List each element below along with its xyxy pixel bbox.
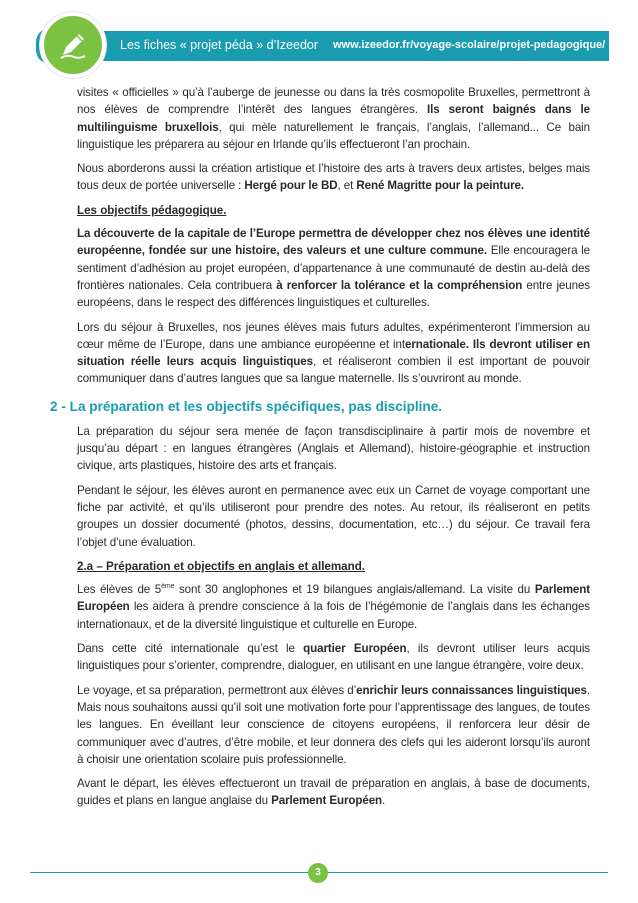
objectives-heading: Les objectifs pédagogique. bbox=[77, 203, 227, 217]
paragraph-3: La découverte de la capitale de l’Europe permettra de développer chez nos élèves une identité européenne, fondée sur une histoire, des valeurs et une culture commune. Elle encouragera le sentiment d’adhésion au projet européen, d’appartenance à une communauté de destin au-delà des frontières nationales. Cela contribuera à renforcer la tolérance et la compréhension entre jeunes européens, dans le respect des différences linguistiques et culturelles. bbox=[77, 227, 591, 310]
paragraph-8: Dans cette cité internationale qu’est le quartier Européen, ils devront utiliser leurs acquis linguistiques pour s’orienter, comprendre, dialoguer, en utilisant en une langue étrangère, voire deux. bbox=[77, 642, 591, 673]
document-body bbox=[50, 84, 591, 817]
page-header bbox=[0, 0, 638, 80]
paragraph-10: Avant le départ, les élèves effectueront un travail de préparation en anglais, à base de documents, guides et plans en langue anglaise du Parlement Européen. bbox=[77, 777, 590, 808]
header-logo bbox=[40, 12, 106, 78]
paragraph-7: Les élèves de 5ème sont 30 anglophones et 19 bilangues anglais/allemand. La visite du Parlement Européen les aidera à prendre conscience à la fois de l’hégémonie de l’anglais dans les échanges internationaux, et de la diversité linguistique et culturelle en Europe. bbox=[77, 583, 590, 631]
paragraph-2: Nous aborderons aussi la création artistique et l’histoire des arts à travers deux artistes, belges mais tous deux de portée universelle : Hergé pour le BD, et René Magritte pour la peinture. bbox=[77, 162, 590, 193]
paragraph-9: Le voyage, et sa préparation, permettront aux élèves d’enrichir leurs connaissances linguistiques. Mais nous souhaitons aussi qu’il soit une motivation forte pour l’apprentissage des langues, de toutes les langues. En éveillant leur conscience de citoyens européens, il renforcera leur désir de communiquer avec d’autres, d’être mobile, et leur donnera des clefs qui les aideront lorsqu’ils auront à choisir une orientation scolaire puis professionnelle. bbox=[77, 683, 590, 766]
header-title: Les fiches « projet péda » d’Izeedor bbox=[120, 38, 319, 52]
paragraph-5: La préparation du séjour sera menée de façon transdisciplinaire à partir mois de novembre et jusqu’au départ : en langues étrangères (Anglais et Allemand), histoire-géographie et instruction civique, arts plastiques, histoire des arts et français. bbox=[77, 424, 590, 473]
page-number: 3 bbox=[308, 863, 328, 883]
paragraph-6: Pendant le séjour, les élèves auront en permanence avec eux un Carnet de voyage comportant une fiche par activité, et qu’ils utiliseront pour prendre des notes. Au retour, ils réaliseront en petits groupes un dossier documenté (photos, dessins, documentation, etc…) du séjour. Ce travail fera l’objet d’une évaluation. bbox=[77, 483, 590, 549]
header-url[interactable]: www.izeedor.fr/voyage-scolaire/projet-pedagogique/ bbox=[333, 39, 606, 51]
pen-icon bbox=[56, 28, 90, 62]
paragraph-4: Lors du séjour à Bruxelles, nos jeunes élèves mais futurs adultes, expérimenteront l’immersion au cœur même de l’Europe, dans une ambiance européenne et internationale. Ils devront utiliser en situation réelle leurs acquis linguistiques, et réaliseront combien il est important de pouvoir communiquer dans d’autres langues que sa langue maternelle. Ils s’ouvriront au monde. bbox=[77, 320, 590, 386]
section-2-heading: 2 - La préparation et les objectifs spécifiques, pas discipline. bbox=[50, 398, 443, 414]
subsection-2a-heading: 2.a – Préparation et objectifs en anglais et allemand. bbox=[77, 559, 366, 573]
paragraph-1: visites « officielles » qu’à l’auberge de jeunesse ou dans la très cosmopolite Bruxelles, permettront à nos élèves de comprendre l’intérêt des langues étrangères. Ils seront baignés dans le multilinguisme bruxellois, qui mèle naturellement le français, l’anglais, l’allemand... Ce bain linguistique les préparera au séjour en Irlande qu’ils effectueront l’an prochain. bbox=[77, 86, 590, 151]
